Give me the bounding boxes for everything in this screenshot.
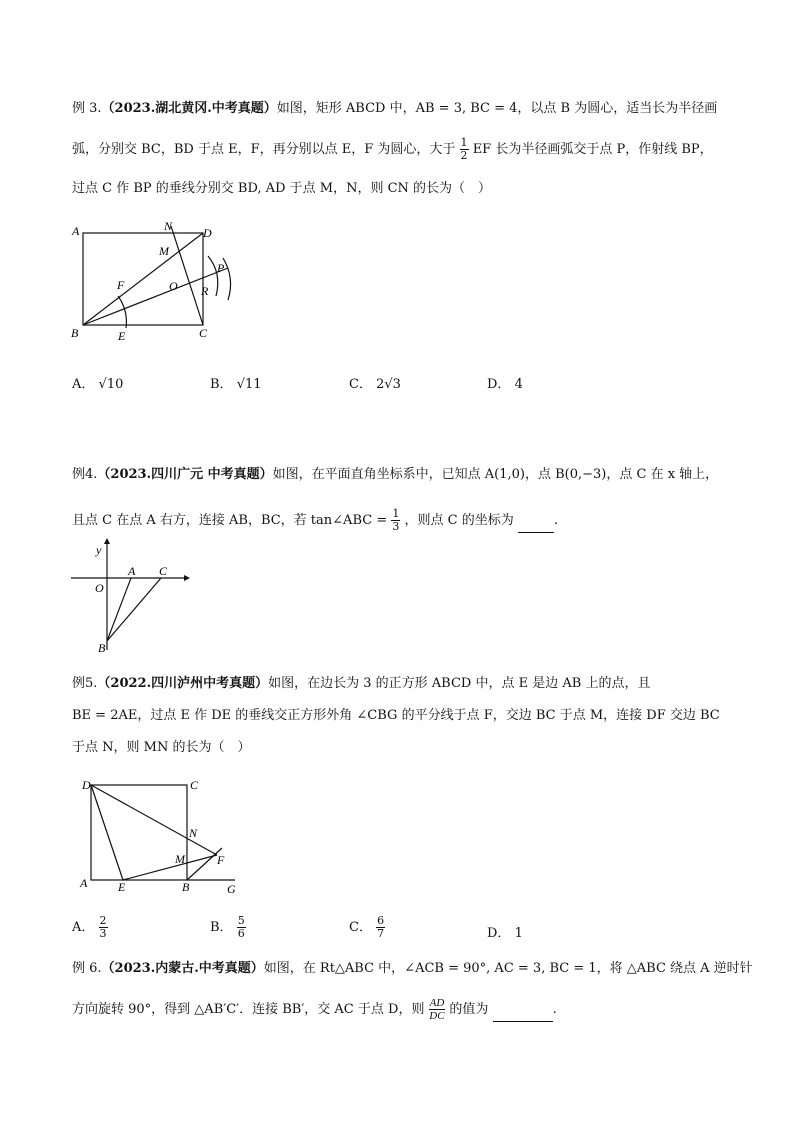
ex6-prefix: 例 6. [72, 961, 102, 976]
ex4-line2: 且点 C 在点 A 右方，连接 AB，BC，若 tan∠ABC = $\frac{1}{3}$ ，则点 C 的坐标为 . [72, 507, 558, 533]
ex6-ratio-fraction: $\frac{AD}{DC}$ [429, 997, 445, 1022]
ex5-line2 [72, 708, 720, 724]
ex5-source: （2022.四川泸州中考真题） [97, 676, 269, 691]
ex3-source: （2023.湖北黄冈.中考真题） [101, 101, 277, 116]
ex5-label-N: N [189, 826, 198, 840]
ex6-line1 [72, 961, 753, 977]
ex5-text-2: BE = 2AE，过点 E 作 DE 的垂线交正方形外角 ∠CBG 的平分线于点 F，交边 BC 于点 M，连接 DF 交边 BC [72, 708, 720, 723]
ex5-text-3: 于点 N，则 MN 的长为（ ） [72, 740, 251, 755]
ex3-label-B: B [71, 326, 79, 340]
ex5-option-c[interactable]: C． $\frac{6}{7}$ [349, 914, 385, 940]
ex5-label-B: B [182, 880, 190, 894]
ex5-label-F: F [217, 853, 225, 867]
ex4-line1 [72, 467, 718, 483]
ex5-line3 [72, 740, 250, 756]
ex3-half-fraction: $\frac{1}{2}$ [460, 136, 468, 162]
ex4-label-C: C [159, 564, 168, 578]
ex5-label-M: M [175, 852, 185, 866]
ex4-text-2a: 且点 C 在点 A 右方，连接 AB，BC，若 tan∠ABC = [72, 513, 388, 528]
ex6-text-2a: 方向旋转 90°，得到 △AB′C′．连接 BB′，交 AC 于点 D，则 [72, 1002, 425, 1017]
ex3-option-a[interactable]: A． √10 [72, 377, 124, 392]
ex6-answer-blank[interactable] [493, 1021, 553, 1022]
ex5-text-1: 如图，在边长为 3 的正方形 ABCD 中，点 E 是边 AB 上的点，且 [268, 676, 651, 691]
ex6-line2: 方向旋转 90°，得到 △AB′C′．连接 BB′，交 AC 于点 D，则 $\frac{AD}{DC}$ 的值为 . [72, 997, 557, 1022]
ex4-text-2b: ，则点 C 的坐标为 [404, 513, 514, 528]
ex5-figure [72, 770, 242, 898]
ex5-label-G: G [227, 882, 236, 896]
ex3-option-b[interactable]: B． √11 [210, 377, 262, 392]
ex5-label-D: D [82, 778, 91, 792]
ex4-label-A: A [128, 564, 136, 578]
ex4-figure [66, 538, 196, 658]
ex5-label-A: A [80, 876, 88, 890]
ex3-label-O: O [169, 279, 178, 293]
ex5-prefix: 例5. [72, 676, 98, 691]
ex3-text-2b: EF 长为半径画弧交于点 P，作射线 BP， [472, 142, 713, 157]
ex3-text-2a: 弧，分别交 BC，BD 于点 E，F，再分别以点 E，F 为圆心，大于 [72, 142, 456, 157]
ex4-prefix: 例4. [72, 467, 98, 482]
ex3-line1 [72, 101, 717, 117]
ex6-text-1: 如图，在 Rt△ABC 中，∠ACB = 90°, AC = 3, BC = 1，将 △ABC 绕点 A 逆时针 [263, 961, 753, 976]
ex3-label-M: M [159, 244, 169, 258]
ex5-option-b[interactable]: B． $\frac{5}{6}$ [210, 914, 245, 940]
ex3-label-F: F [117, 278, 125, 292]
ex3-line3 [72, 181, 491, 197]
ex3-prefix: 例 3. [72, 101, 102, 116]
ex3-figure [60, 218, 250, 348]
ex3-option-c[interactable]: C． 2√3 [349, 377, 401, 392]
ex3-option-d[interactable]: D． 4 [487, 377, 523, 392]
ex3-text-1: 如图，矩形 ABCD 中，AB = 3, BC = 4，以点 B 为圆心，适当长为半径画 [276, 101, 718, 116]
ex4-label-O: O [95, 581, 104, 595]
ex5-option-d[interactable]: D． 1 [487, 926, 523, 941]
ex3-label-N: N [164, 219, 173, 233]
ex3-label-D: D [203, 226, 212, 240]
ex3-text-3: 过点 C 作 BP 的垂线分别交 BD, AD 于点 M，N，则 CN 的长为（ ） [72, 181, 492, 196]
ex3-label-P: P [217, 261, 225, 275]
ex4-answer-blank[interactable] [518, 532, 554, 533]
ex5-label-E: E [118, 880, 126, 894]
ex4-tan-fraction: $\frac{1}{3}$ [392, 507, 400, 533]
ex6-source: （2023.内蒙古.中考真题） [101, 961, 264, 976]
ex4-label-B: B [98, 641, 106, 655]
ex4-source: （2023.四川广元 中考真题） [97, 467, 273, 482]
ex3-label-C: C [199, 326, 208, 340]
ex5-line1 [72, 676, 650, 692]
ex3-label-R: R [201, 284, 209, 298]
ex5-label-C: C [190, 778, 199, 792]
ex4-text-1: 如图，在平面直角坐标系中，已知点 A(1,0)，点 B(0,−3)，点 C 在 x 轴上， [272, 467, 719, 482]
ex6-text-2b: 的值为 [449, 1002, 489, 1017]
ex5-option-a[interactable]: A． $\frac{2}{3}$ [72, 914, 107, 940]
ex3-line2 [72, 137, 713, 162]
ex3-label-E: E [118, 329, 126, 343]
ex3-label-A: A [72, 224, 80, 238]
ex4-label-y: y [96, 543, 102, 557]
